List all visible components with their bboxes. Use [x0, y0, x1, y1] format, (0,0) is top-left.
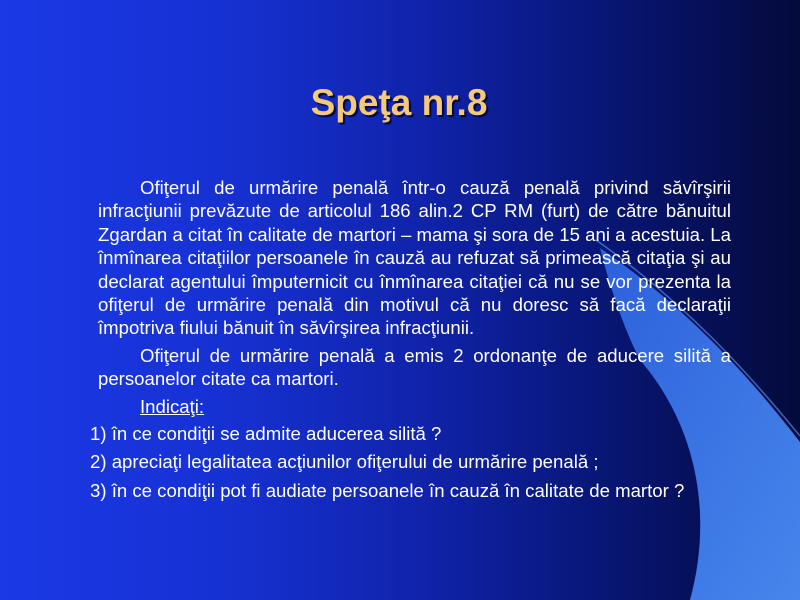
case-paragraph: Ofiţerul de urmărire penală într-o cauză penală privind săvîrşirii infracţiunii prevăzute de articolul 186 alin.2 CP RM (furt) de către bănuitul Zgardan a citat în calitate de martori – mama şi sora de 15 ani a acestuia. La înmînarea citaţiilor persoanele în cauză au refuzat să primească citaţia şi au declarat agentului împuternicit cu înmînarea citaţiei că nu se vor prezenta la ofiţerul de urmărire penală din motivul că nu doresc să facă declaraţii împotriva fiului bănuit în săvîrşirea infracţiunii. — [98, 177, 731, 339]
question-item: 2) apreciaţi legalitatea acţiunilor ofiţerului de urmărire penală ; — [90, 451, 599, 473]
question-item: 1) în ce condiţii se admite aducerea silită ? — [90, 423, 442, 445]
slide-body — [90, 176, 731, 507]
case-paragraph: Ofiţerul de urmărire penală a emis 2 ordonanţe de aducere silită a persoanelor citate ca martori. — [98, 344, 731, 390]
slide-title — [0, 82, 800, 124]
slide-title-text: Speţa nr.8 — [310, 82, 488, 123]
hint-label: Indicaţi: — [140, 395, 205, 417]
question-item: 3) în ce condiţii pot fi audiate persoanele în cauză în calitate de martor ? — [90, 479, 685, 501]
